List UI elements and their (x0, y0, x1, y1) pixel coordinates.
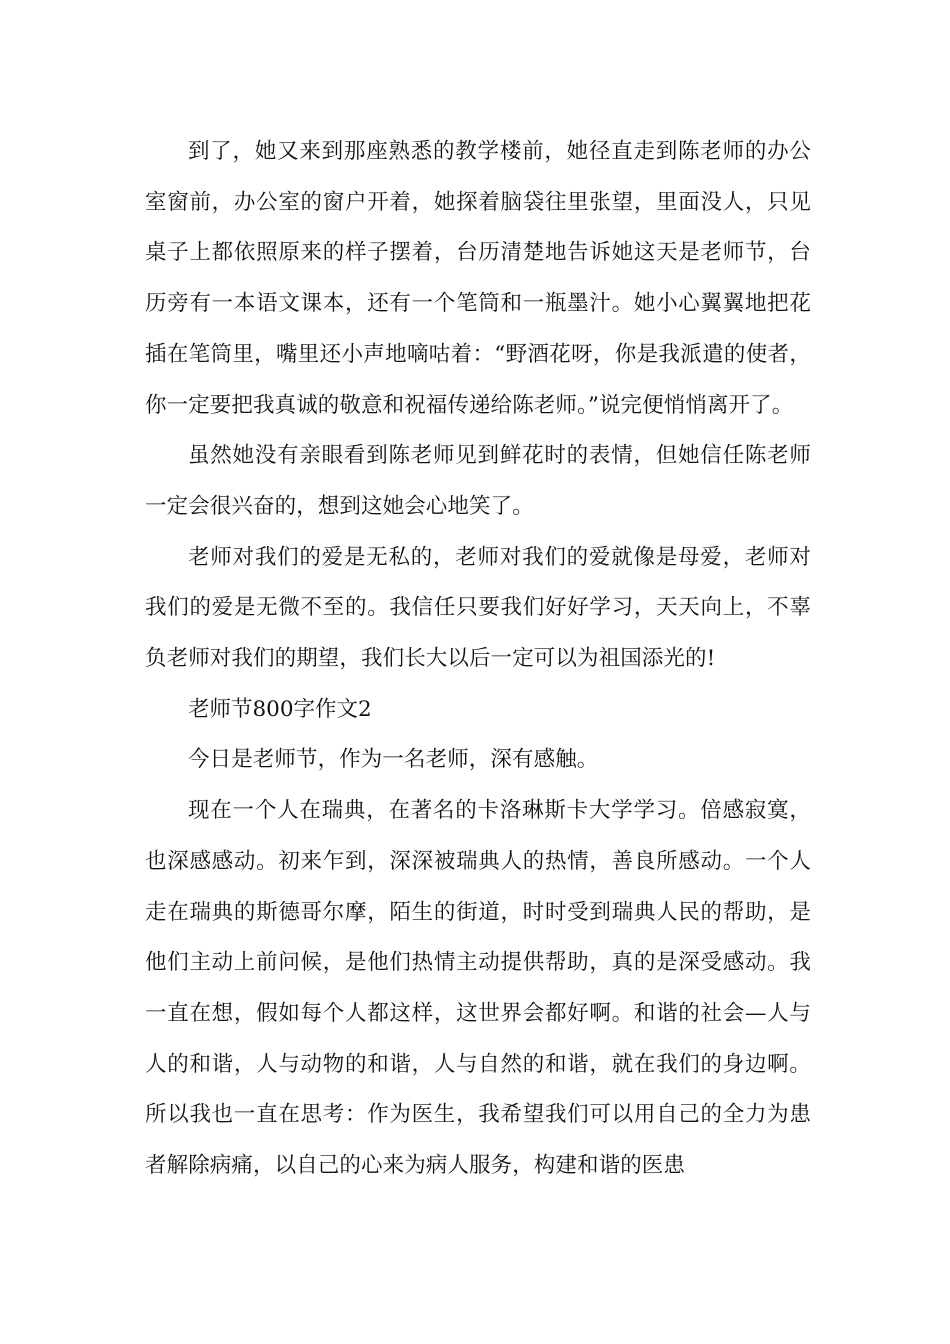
paragraph-5: 现在一个人在瑞典，在著名的卡洛琳斯卡大学学习。倍感寂寞，也深感感动。初来乍到，深深被瑞典人的热情，善良所感动。一个人走在瑞典的斯德哥尔摩，陌生的街道，时时受到瑞典人民的帮助，是他们主动上前问候，是他们热情主动提供帮助，真的是深受感动。我一直在想，假如每个人都这样，这世界会都好啊。和谐的社会—人与人的和谐，人与动物的和谐，人与自然的和谐，就在我们的身边啊。所以我也一直在思考：作为医生，我希望我们可以用自己的全力为患者解除病痛，以自己的心来为病人服务，构建和谐的医患 (145, 798, 811, 1179)
paragraph-2: 虽然她没有亲眼看到陈老师见到鲜花时的表情，但她信任陈老师一定会很兴奋的，想到这她会心地笑了。 (145, 443, 811, 519)
paragraph-1: 到了，她又来到那座熟悉的教学楼前，她径直走到陈老师的办公室窗前，办公室的窗户开着，她探着脑袋往里张望，里面没人，只见桌子上都依照原来的样子摆着，台历清楚地告诉她这天是老师节，台历旁有一本语文课本，还有一个笔筒和一瓶墨汁。她小心翼翼地把花插在笔筒里，嘴里还小声地嘀咕着：“野酒花呀，你是我派遣的使者，你一定要把我真诚的敬意和祝福传递给陈老师。”说完便悄悄离开了。 (145, 139, 811, 418)
paragraph-4: 今日是老师节，作为一名老师，深有感触。 (188, 747, 599, 773)
document-page (145, 127, 811, 1192)
paragraph-3: 老师对我们的爱是无私的，老师对我们的爱就像是母爱，老师对我们的爱是无微不至的。我信任只要我们好好学习，天天向上，不辜负老师对我们的期望，我们长大以后一定可以为祖国添光的! (145, 544, 811, 672)
section-heading: 老师节800字作文2 (188, 696, 372, 722)
